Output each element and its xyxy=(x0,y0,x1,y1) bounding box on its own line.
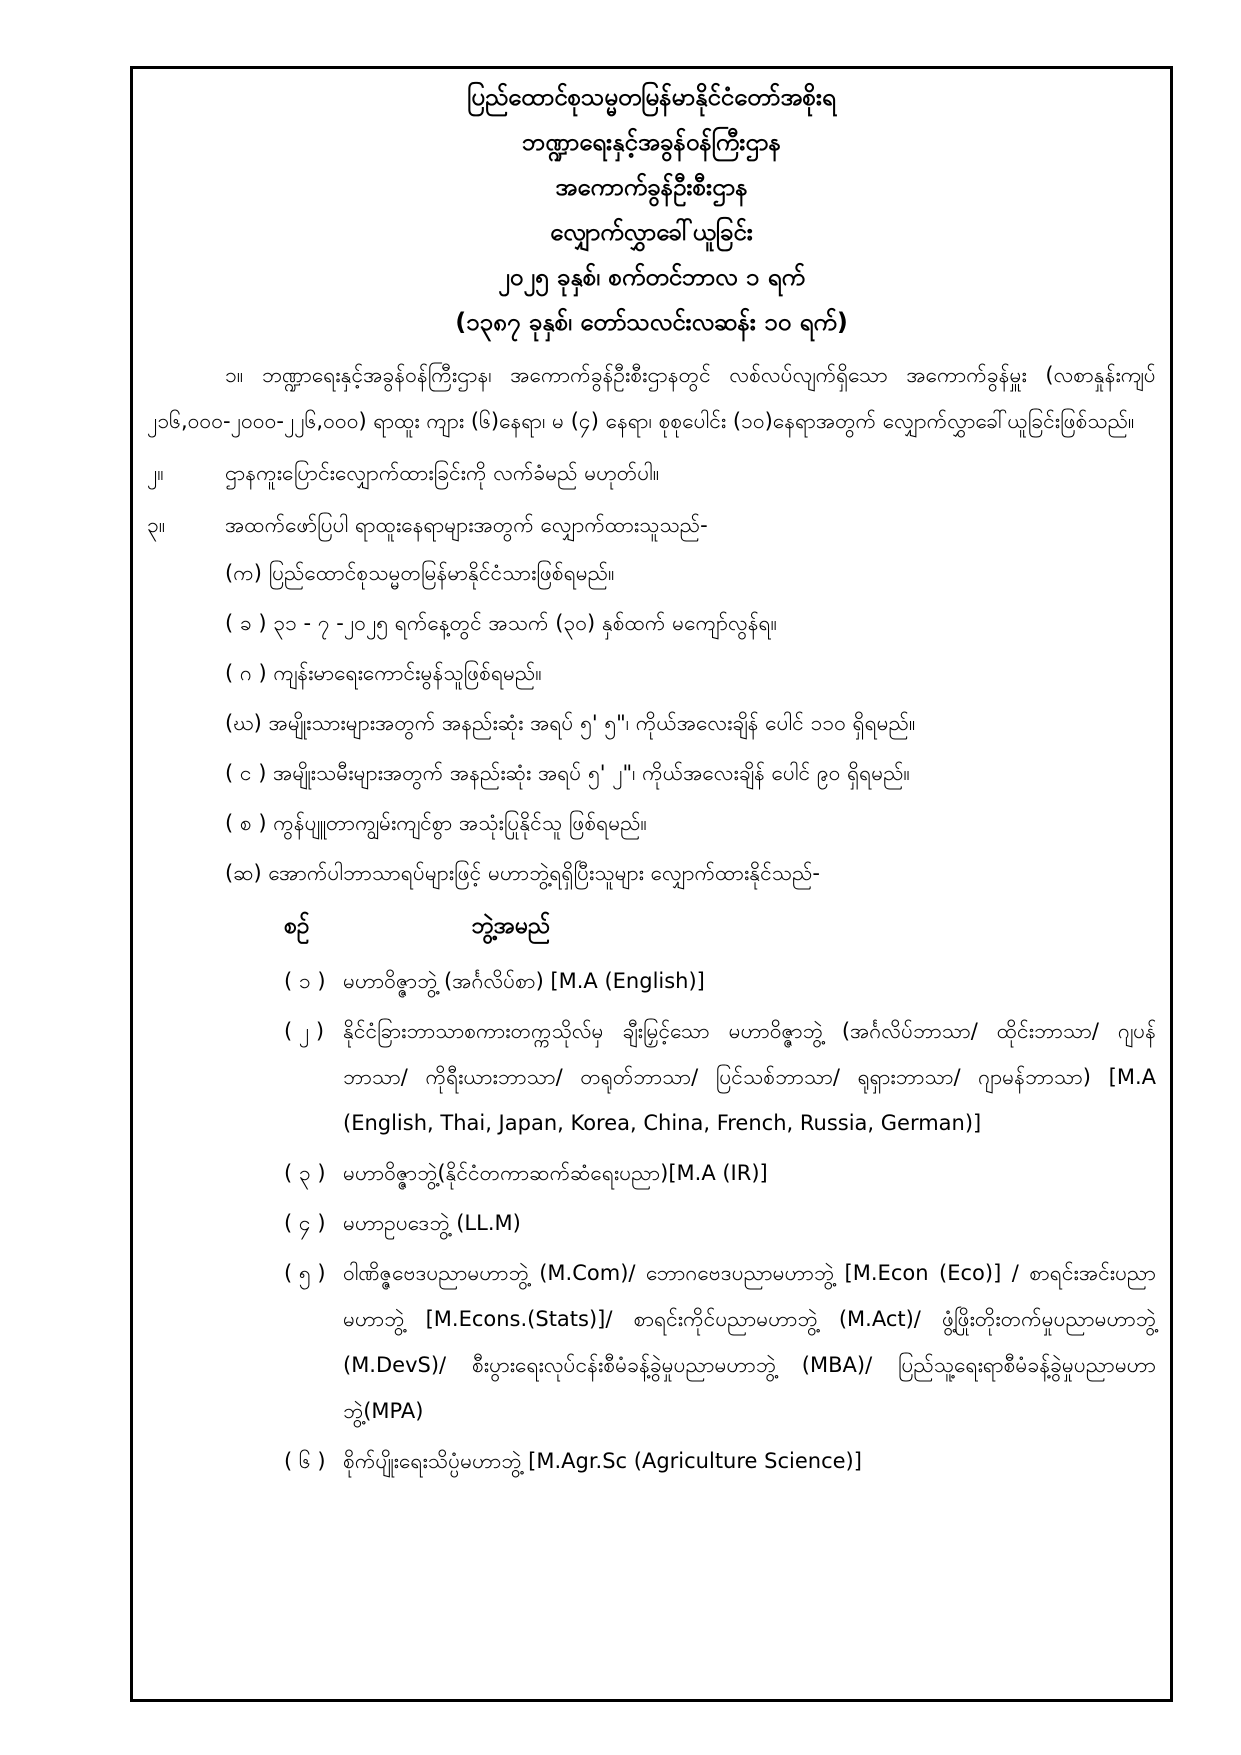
degree-row: ( ၂ ) နိုင်ငံခြားဘာသာစကားတက္ကသိုလ်မှ ချီးမြှင့်သော မဟာဝိဇ္ဇာဘွဲ့ (အင်္ဂလိပ်ဘာသာ/ ထိုင်းဘာသာ/ ဂျပန်ဘာသာ/ ကိုရီးယားဘာသာ/ တရုတ်ဘာသာ/ ပြင်သစ်ဘာသာ/ ရုရှားဘာသာ/ ဂျာမန်ဘာသာ) [M.A (English, Thai, Japan, Korea, China, French, Russia, German)] xyxy=(284,1019,1156,1135)
degree-row: ( ၆ ) စိုက်ပျိုးရေးသိပ္ပံမဟာဘွဲ့ [M.Agr.Sc (Agriculture Science)] xyxy=(284,1449,862,1473)
column-degree-header: ဘွဲ့အမည် xyxy=(471,913,551,939)
qualification-item: ( ခ ) ၃၁ - ၇ -၂၀၂၅ ရက်နေ့တွင် အသက် (၃၀) နှစ်ထက် မကျော်လွန်ရ။ xyxy=(225,611,777,635)
degree-table-header xyxy=(147,898,1156,954)
paragraph-3: ၃။ အထက်ဖော်ပြပါ ရာထူးနေရာများအတွက် လျှောက်ထားသူသည်- xyxy=(147,513,708,537)
degree-row: ( ၅ ) ဝါဏိဇ္ဇဗေဒပညာမဟာဘွဲ့ (M.Com)/ ဘောဂဗေဒပညာမဟာဘွဲ့ [M.Econ (Eco)] / စာရင်းအင်းပညာမဟာဘွဲ့ [M.Econs.(Stats)]/ စာရင်းကိုင်ပညာမဟာဘွဲ့ (M.Act)/ ဖွံ့ဖြိုးတိုးတက်မှုပညာမဟာဘွဲ့ (M.DevS)/ စီးပွားရေးလုပ်ငန်းစီမံခန့်ခွဲမှုပညာမဟာဘွဲ့ (MBA)/ ပြည်သူ့ရေးရာစီမံခန့်ခွဲမှုပညာမဟာဘွဲ့(MPA) xyxy=(284,1261,1156,1423)
paragraph-2: ၂။ ဌာနကူးပြောင်းလျှောက်ထားခြင်းကို လက်ခံမည် မဟုတ်ပါ။ xyxy=(147,461,660,485)
qualification-item: (က) ပြည်ထောင်စုသမ္မတမြန်မာနိုင်ငံသားဖြစ်ရမည်။ xyxy=(225,561,615,585)
degree-row: ( ၃ ) မဟာဝိဇ္ဇာဘွဲ့(နိုင်ငံတကာဆက်ဆံရေးပညာ)[M.A (IR)] xyxy=(284,1161,768,1185)
qualification-item: (ဆ) အောက်ပါဘာသာရပ်များဖြင့် မဟာဘွဲ့ရရှိပြီးသူများ လျှောက်ထားနိုင်သည်- xyxy=(225,861,820,885)
paragraph-1: ၁။ ဘဏ္ဍာရေးနှင့်အခွန်ဝန်ကြီးဌာန၊ အကောက်ခွန်ဦးစီးဌာနတွင် လစ်လပ်လျက်ရှိသော အကောက်ခွန်မှူး (လစာနှုန်းကျပ် ၂၁၆,၀၀၀-၂၀၀၀-၂၂၆,၀၀၀) ရာထူး ကျား (၆)နေရာ၊ မ (၄) နေရာ၊ စုစုပေါင်း (၁၀)နေရာအတွက် လျှောက်လွှာခေါ်ယူခြင်းဖြစ်သည်။ xyxy=(147,363,1156,433)
qualification-item: (ဃ) အမျိုးသားများအတွက် အနည်းဆုံး အရပ် ၅' ၅"၊ ကိုယ်အလေးချိန် ပေါင် ၁၁၀ ရှိရမည်။ xyxy=(225,711,916,735)
header-title: လျှောက်လွှာခေါ်ယူခြင်း xyxy=(550,218,753,246)
header-date: ၂၀၂၅ ခုနှစ်၊ စက်တင်ဘာလ ၁ ရက် xyxy=(497,263,806,291)
column-number-header: စဉ် xyxy=(284,913,310,939)
degree-row: ( ၁ ) မဟာဝိဇ္ဇာဘွဲ့ (အင်္ဂလိပ်စာ) [M.A (English)] xyxy=(284,969,705,993)
qualification-item: ( င ) အမျိုးသမီးများအတွက် အနည်းဆုံး အရပ် ၅' ၂"၊ ကိုယ်အလေးချိန် ပေါင် ၉၀ ရှိရမည်။ xyxy=(225,761,910,785)
header-government: ပြည်ထောင်စုသမ္မတမြန်မာနိုင်ငံတော်အစိုးရ xyxy=(467,83,836,111)
qualification-item: ( စ ) ကွန်ပျူတာကျွမ်းကျင်စွာ အသုံးပြုနိုင်သူ ဖြစ်ရမည်။ xyxy=(225,811,647,835)
document-header xyxy=(133,75,1170,345)
degree-row: ( ၄ ) မဟာဥပဒေဘွဲ့ (LL.M) xyxy=(284,1211,521,1235)
header-myanmar-date: (၁၃၈၇ ခုနှစ်၊ တော်သလင်းလဆန်း ၁၀ ရက်) xyxy=(455,308,848,336)
qualification-item: ( ဂ ) ကျန်းမာရေးကောင်းမွန်သူဖြစ်ရမည်။ xyxy=(225,661,542,685)
document-body xyxy=(147,352,1156,1484)
header-ministry: ဘဏ္ဍာရေးနှင့်အခွန်ဝန်ကြီးဌာန xyxy=(522,128,781,156)
document-frame xyxy=(130,66,1173,1702)
header-department: အကောက်ခွန်ဦးစီးဌာန xyxy=(555,173,748,201)
